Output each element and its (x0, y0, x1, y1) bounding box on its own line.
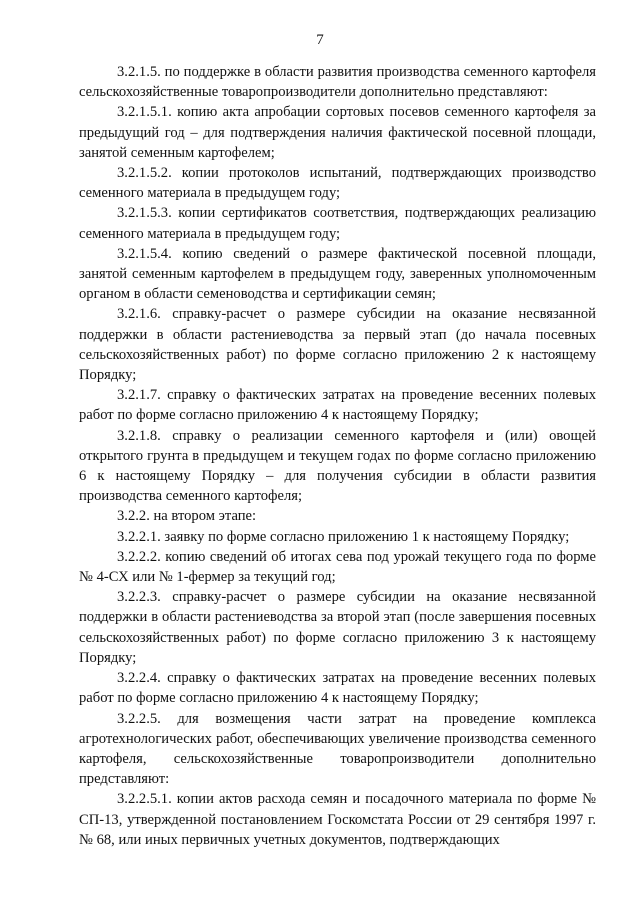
paragraph-3-2-2-4: 3.2.2.4. справку о фактических затратах на проведение весенних полевых работ по форме согласно приложению 4 к настоящему Порядку; (79, 670, 596, 707)
paragraph-3-2-2-5: 3.2.2.5. для возмещения части затрат на проведение комплекса агротехнологических работ, обеспечивающих увеличение производства семенного картофеля, сельскохозяйственные товаропроизводители дополнительно представляют: (79, 710, 596, 788)
paragraph-3-2-1-7: 3.2.1.7. справку о фактических затратах на проведение весенних полевых работ по форме согласно приложению 4 к настоящему Порядку; (79, 387, 596, 424)
paragraph-3-2-2-3: 3.2.2.3. справку-расчет о размере субсидии на оказание несвязанной поддержки в области растениеводства за второй этап (после завершения посевных сельскохозяйственных работ) по форме согласно приложению 3 к настоящему Порядку; (79, 589, 596, 666)
paragraph-3-2-1-5-4: 3.2.1.5.4. копию сведений о размере фактической посевной площади, занятой семенным картофелем в предыдущем году, заверенных уполномоченным органом в области семеноводства и сертификации семян; (79, 245, 596, 303)
paragraph-3-2-2-1: 3.2.2.1. заявку по форме согласно приложению 1 к настоящему Порядку; (117, 528, 570, 545)
paragraph-3-2-1-5-3: 3.2.1.5.3. копии сертификатов соответствия, подтверждающих реализацию семенного материала в предыдущем году; (79, 205, 596, 242)
paragraph-3-2-2-2: 3.2.2.2. копию сведений об итогах сева под урожай текущего года по форме № 4-СХ или № 1-фермер за текущий год; (79, 548, 596, 586)
paragraph-3-2-1-5: 3.2.1.5. по поддержке в области развития производства семенного картофеля сельскохозяйственные товаропроизводители дополнительно представляют: (79, 64, 596, 101)
page-number: 7 (316, 32, 324, 48)
paragraph-3-2-1-5-2: 3.2.1.5.2. копии протоколов испытаний, подтверждающих производство семенного материала в предыдущем году; (79, 165, 596, 202)
paragraph-3-2-2-5-1: 3.2.2.5.1. копии актов расхода семян и посадочного материала по форме № СП-13, утвержденной постановлением Госкомстата России от 29 сентября 1997 г. № 68, или иных первичных учетных документов, подтверждающих (79, 791, 596, 848)
paragraph-3-2-1-6: 3.2.1.6. справку-расчет о размере субсидии на оказание несвязанной поддержки в области растениеводства за первый этап (до начала посевных сельскохозяйственных работ) по форме согласно приложению 2 к настоящему Порядку; (79, 306, 596, 384)
paragraph-3-2-2: 3.2.2. на втором этапе: (117, 508, 257, 525)
paragraph-3-2-1-5-1: 3.2.1.5.1. копию акта апробации сортовых посевов семенного картофеля за предыдущий год – для подтверждения наличия фактической посевной площади, занятой семенным картофелем; (79, 104, 596, 161)
paragraph-3-2-1-8: 3.2.1.8. справку о реализации семенного картофеля и (или) овощей открытого грунта в предыдущем и текущем годах по форме согласно приложению 6 к настоящему Порядку – для получения субсидии в области развития производства семенного картофеля; (79, 427, 596, 505)
document-body (79, 62, 596, 850)
